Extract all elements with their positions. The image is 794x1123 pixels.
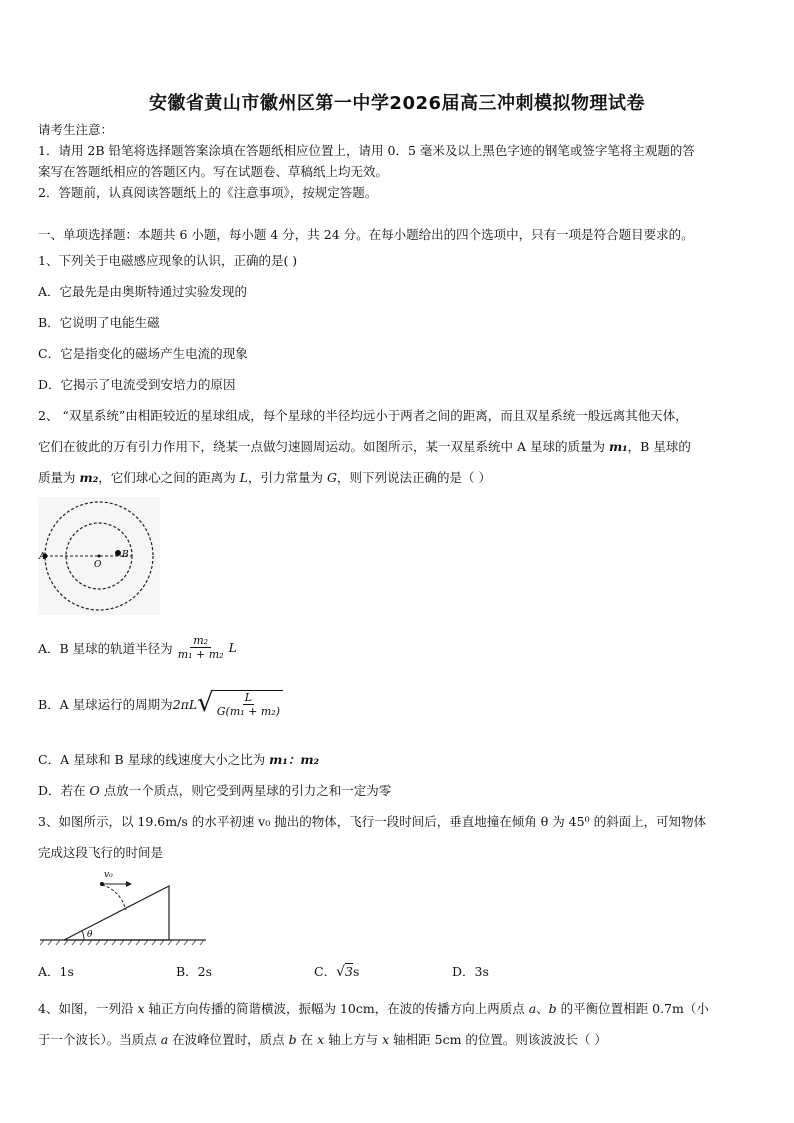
notice-item-2: 2．答题前，认真阅读答题纸上的《注意事项》，按规定答题。 [38, 185, 378, 200]
q2-option-b: B．A 星球运行的周期为 2πL √ L G(m₁ + m₂) [38, 690, 283, 718]
notice-item-1b: 案写在答题纸相应的答题区内。写在试题卷、草稿纸上均无效。 [38, 164, 389, 179]
q2-option-a: A．B 星球的轨道半径为 $\frac{\text{m₂}}{\text{m₁ + m₂}}$ L [38, 634, 237, 661]
notice-heading: 请考生注意： [38, 122, 114, 137]
q1-option-a: A．它最先是由奥斯特通过实验发现的 [38, 284, 248, 299]
q4-line-2: 于一个波长）。当质点 a 在波峰位置时，质点 b 在 x 轴上方与 x 轴相距 5cm 的位置。则该波波长（ ） [38, 1032, 607, 1047]
q1-stem: 1、下列关于电磁感应现象的认识，正确的是( ) [38, 253, 298, 268]
q3-option-b: B．2s [176, 964, 213, 979]
q2-line-3: 质量为 m₂，它们球心之间的距离为 L，引力常量为 G，则下列说法正确的是（ ） [38, 470, 491, 485]
fig-label-o: O [94, 560, 102, 570]
q3-option-d: D．3s [452, 964, 489, 979]
page-title: 安徽省黄山市徽州区第一中学2026届高三冲刺模拟物理试卷 [148, 93, 646, 114]
section-heading: 一、单项选择题：本题共 6 小题，每小题 4 分，共 24 分。在每小题给出的四个选项中，只有一项是符合题目要求的。 [38, 227, 694, 242]
q3-line-1: 3、如图所示，以 19.6m/s 的水平初速 v₀ 抛出的物体，飞行一段时间后，垂直地撞在倾角 θ 为 45⁰ 的斜面上，可知物体 [38, 814, 707, 829]
notice-item-1a: 1．请用 2B 铅笔将选择题答案涂填在答题纸相应位置上，请用 0．5 毫米及以上黑色字迹的钢笔或签字笔将主观题的答 [38, 143, 695, 158]
fig-label-theta: θ [87, 930, 93, 940]
fig-label-a: A [39, 552, 46, 562]
fig-label-v0: v₀ [104, 870, 113, 880]
fig-label-b: B [122, 550, 129, 560]
binary-star-figure [38, 497, 160, 615]
incline-figure [38, 866, 208, 948]
q2-line-2: 它们在彼此的万有引力作用下，绕某一点做匀速圆周运动。如图所示，某一双星系统中 A 星球的质量为 m₁，B 星球的 [38, 439, 691, 454]
q2-option-d: D．若在 O 点放一个质点，则它受到两星球的引力之和一定为零 [38, 783, 392, 798]
q3-line-2: 完成这段飞行的时间是 [38, 845, 164, 860]
q3-option-c: C．√3s [314, 964, 360, 980]
q2-line-1: 2、 “双星系统”由相距较近的星球组成，每个星球的半径均远小于两者之间的距离，而且双星系统一般远离其他天体， [38, 408, 688, 423]
q3-option-a: A．1s [38, 964, 74, 979]
q2-option-c: C．A 星球和 B 星球的线速度大小之比为 m₁：m₂ [38, 752, 320, 767]
q1-option-d: D．它揭示了电流受到安培力的原因 [38, 377, 236, 392]
q1-option-c: C．它是指变化的磁场产生电流的现象 [38, 346, 248, 361]
q4-line-1: 4、如图，一列沿 x 轴正方向传播的简谐横波，振幅为 10cm，在波的传播方向上两质点 a、b 的平衡位置相距 0.7m（小 [38, 1001, 709, 1016]
q1-option-b: B．它说明了电能生磁 [38, 315, 160, 330]
